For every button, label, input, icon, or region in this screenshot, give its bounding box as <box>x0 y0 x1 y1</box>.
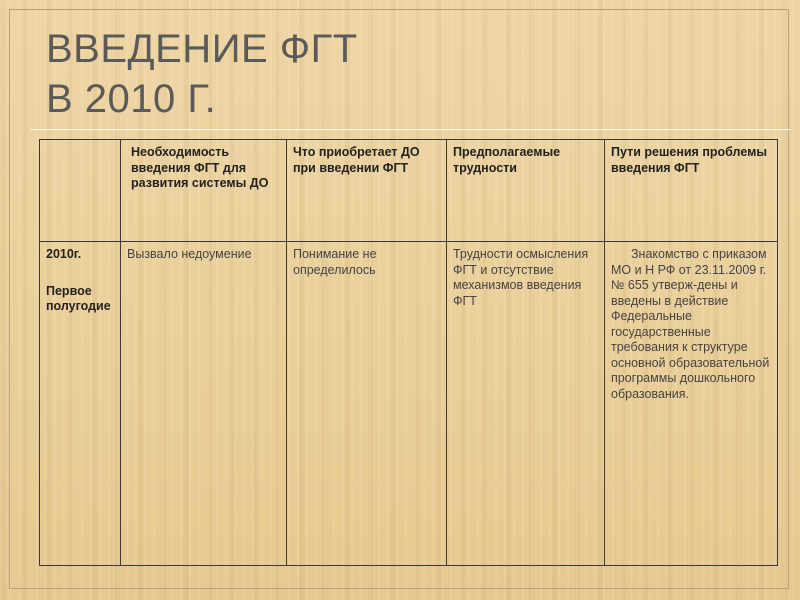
title-line-1: ВВЕДЕНИЕ ФГТ <box>46 27 358 71</box>
row-period: Первое полугодие <box>46 283 111 313</box>
table-row <box>40 242 778 566</box>
slide-title <box>46 24 358 124</box>
header-cell-solutions: Пути решения проблемы введения ФГТ <box>605 140 778 242</box>
header-cell-empty <box>40 140 121 242</box>
title-divider <box>30 129 790 130</box>
cell-necessity: Вызвало недоумение <box>121 242 287 566</box>
cell-solutions: Знакомство с приказом МО и Н РФ от 23.11.2009 г. № 655 утверж-дены и введены в действие Федеральные государственные требования к структуре основной образовательной программы дошкольного образования. <box>605 242 778 566</box>
row-label-cell <box>40 242 121 566</box>
row-year: 2010г. <box>46 247 82 261</box>
header-cell-necessity: Необходимость введения ФГТ для развития системы ДО <box>121 140 287 242</box>
header-cell-gains: Что приобретает ДО при введении ФГТ <box>287 140 447 242</box>
cell-difficulties: Трудности осмысления ФГТ и отсутствие механизмов введения ФГТ <box>447 242 605 566</box>
table-header-row <box>40 140 778 242</box>
header-cell-difficulties: Предполагаемые трудности <box>447 140 605 242</box>
title-line-2: В 2010 Г. <box>46 77 217 121</box>
fgt-table <box>39 139 778 566</box>
cell-gains: Понимание не определилось <box>287 242 447 566</box>
